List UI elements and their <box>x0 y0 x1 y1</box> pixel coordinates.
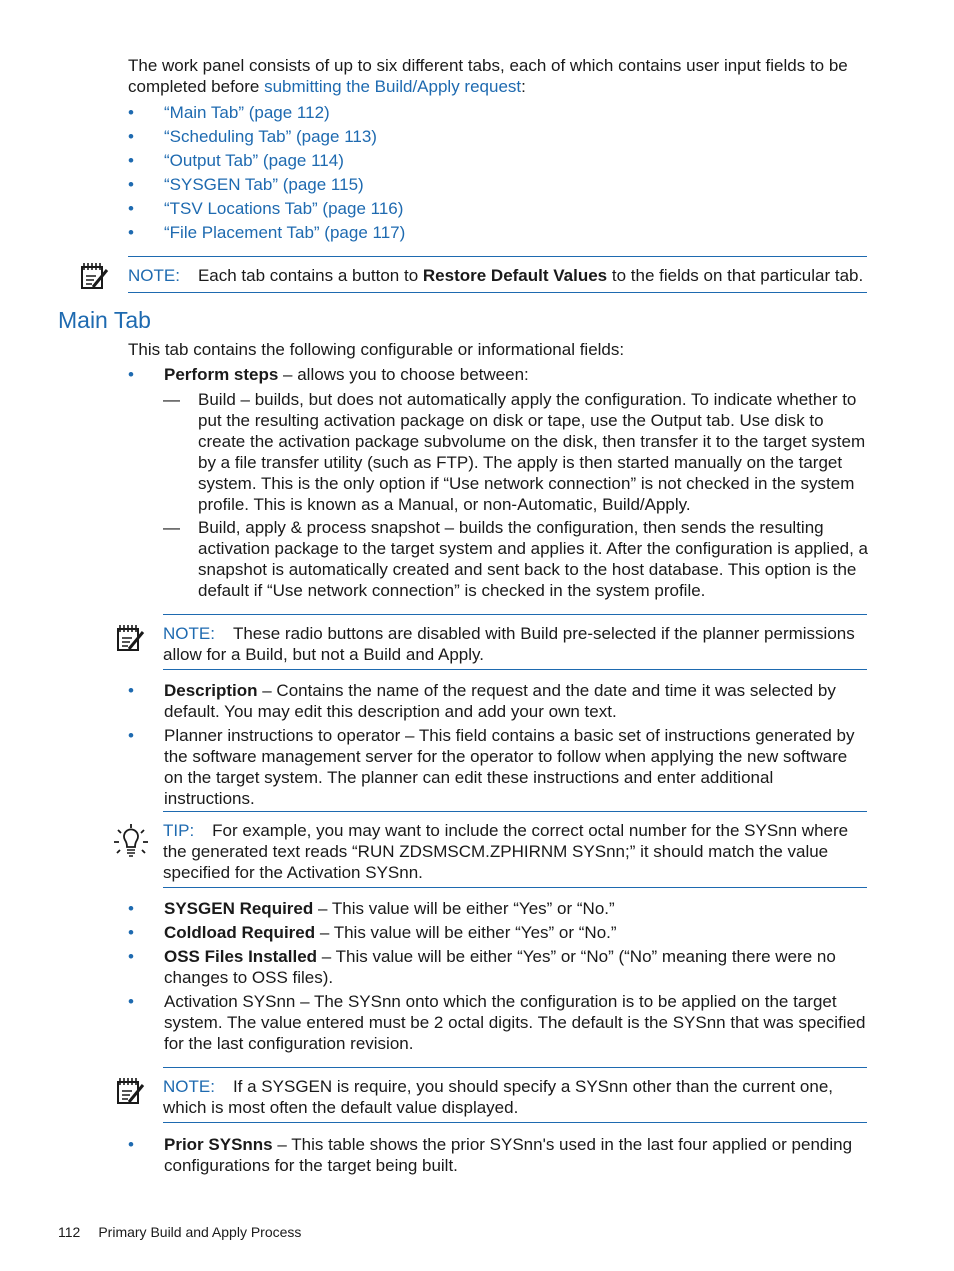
option-build-apply-text: Build, apply & process snapshot – builds the configuration, then sends the resulting activation package to the target system and applies it. After the configuration is applied, a snapshot is automatically created and sent back to the host database. This option is the default if “Use network connection” is checked in the system profile. <box>198 518 869 600</box>
bullet: • <box>128 899 134 918</box>
sysgen-text: – This value will be either “Yes” or “No.” <box>313 899 615 918</box>
bullet: • <box>128 1135 134 1154</box>
bullet: • <box>128 681 134 700</box>
description-label: Description <box>164 681 258 700</box>
note-text: Each tab contains a button to <box>197 266 423 285</box>
oss-label: OSS Files Installed <box>164 947 318 966</box>
option-build-text: Build – builds, but does not automatically apply the configuration. To indicate whether to put the resulting activation package on disk or tape, use the Output tab. Use disk to create the activation package subvolume on the disk, then transfer it to the target system by a file transfer utility (such as FTP). The apply is then started manually on the target system. This is the only option if “Use network connection” is not checked in the system profile. This is known as a Manual, or non-Automatic, Build/Apply. <box>198 390 866 514</box>
sysgen-tab-link[interactable]: “SYSGEN Tab” (page 115) <box>164 175 364 194</box>
dash: — <box>163 518 180 537</box>
list-item <box>128 174 868 198</box>
section-title: Main Tab <box>58 307 151 333</box>
perform-steps-label: Perform steps <box>164 365 279 384</box>
prior-text: – This table shows the prior SYSnn's used in the last four applied or pending configurations for the target being built. <box>164 1135 853 1175</box>
page-footer <box>58 1223 301 1241</box>
oss-text: – This value will be either “Yes” or “No” (“No” meaning there were no changes to OSS files). <box>164 947 836 987</box>
perform-steps-text: – allows you to choose between: <box>278 365 529 384</box>
option-build-apply <box>163 517 868 601</box>
list-item <box>128 222 868 246</box>
note-pad-icon <box>116 1077 146 1105</box>
dash: — <box>163 390 180 409</box>
bullet: • <box>128 223 134 242</box>
activation-sysnn-item <box>128 991 868 1054</box>
tip-text: For example, you may want to include the correct octal number for the SYSnn where the generated text reads “RUN ZDSMSCM.ZPHIRNM SYSnn;” it should match the value specified for the Activation SYSnn. <box>163 821 849 882</box>
note-radio-buttons <box>163 614 867 670</box>
note-pad-icon <box>80 262 110 290</box>
bullet: • <box>128 365 134 384</box>
description-text: – Contains the name of the request and the date and time it was selected by default. You may edit this description and add your own text. <box>164 681 836 721</box>
tab-links-list <box>128 102 868 246</box>
scheduling-tab-link[interactable]: “Scheduling Tab” (page 113) <box>164 127 377 146</box>
coldload-required-item <box>128 922 868 943</box>
note-label: NOTE: <box>128 266 180 285</box>
bullet: • <box>128 199 134 218</box>
bullet: • <box>128 175 134 194</box>
list-item <box>128 150 868 174</box>
prior-label: Prior SYSnns <box>164 1135 273 1154</box>
section-intro: This tab contains the following configurable or informational fields: <box>128 340 625 359</box>
description-item <box>128 680 868 722</box>
submit-request-link[interactable]: submitting the Build/Apply request <box>264 77 522 96</box>
coldload-text: – This value will be either “Yes” or “No.” <box>315 923 617 942</box>
main-tab-link[interactable]: “Main Tab” (page 112) <box>164 103 330 122</box>
note-label: NOTE: <box>163 624 215 643</box>
bullet: • <box>128 127 134 146</box>
note-text: These radio buttons are disabled with Build pre-selected if the planner permissions allow for a Build, but not a Build and Apply. <box>163 624 855 664</box>
bullet: • <box>128 726 134 745</box>
intro-colon: : <box>521 77 526 96</box>
sysgen-required-item <box>128 898 868 919</box>
light-bulb-icon <box>113 822 149 860</box>
prior-sysnns-item <box>128 1134 868 1176</box>
planner-item <box>128 725 868 809</box>
list-item <box>128 198 868 222</box>
coldload-label: Coldload Required <box>164 923 316 942</box>
note-bold: Restore Default Values <box>422 266 608 285</box>
intro-paragraph <box>128 55 868 97</box>
note-sysgen-sysnn <box>163 1067 867 1123</box>
note-text: If a SYSGEN is require, you should specify a SYSnn other than the current one, which is most often the default value displayed. <box>163 1077 834 1117</box>
note-restore-defaults <box>128 256 867 293</box>
chapter-title: Primary Build and Apply Process <box>98 1224 302 1240</box>
bullet: • <box>128 992 134 1011</box>
perform-steps-item <box>128 364 868 385</box>
note-text-end: to the fields on that particular tab. <box>607 266 864 285</box>
bullet: • <box>128 947 134 966</box>
note-pad-icon <box>116 624 146 652</box>
tsv-locations-tab-link[interactable]: “TSV Locations Tab” (page 116) <box>164 199 404 218</box>
oss-files-item <box>128 946 868 988</box>
intro-text: The work panel consists of up to six different tabs, each of which contains user input fields to be completed before <box>128 56 848 96</box>
bullet: • <box>128 923 134 942</box>
list-item <box>128 126 868 150</box>
bullet: • <box>128 151 134 170</box>
sysgen-label: SYSGEN Required <box>164 899 314 918</box>
page-number: 112 <box>58 1224 81 1240</box>
output-tab-link[interactable]: “Output Tab” (page 114) <box>164 151 344 170</box>
list-item <box>128 102 868 126</box>
planner-text: Planner instructions to operator – This field contains a basic set of instructions generated by the software management server for the operator to follow when applying the new software on the target system. The planner can edit these instructions and enter additional instructions. <box>164 726 855 808</box>
option-build <box>163 389 868 515</box>
activation-text: Activation SYSnn – The SYSnn onto which the configuration is to be applied on the target system. The value entered must be 2 octal digits. The default is the SYSnn that was specified for the last configuration revision. <box>164 992 866 1053</box>
tip-label: TIP: <box>163 821 195 840</box>
tip-box <box>163 811 867 888</box>
bullet: • <box>128 103 134 122</box>
note-label: NOTE: <box>163 1077 215 1096</box>
file-placement-tab-link[interactable]: “File Placement Tab” (page 117) <box>164 223 406 242</box>
